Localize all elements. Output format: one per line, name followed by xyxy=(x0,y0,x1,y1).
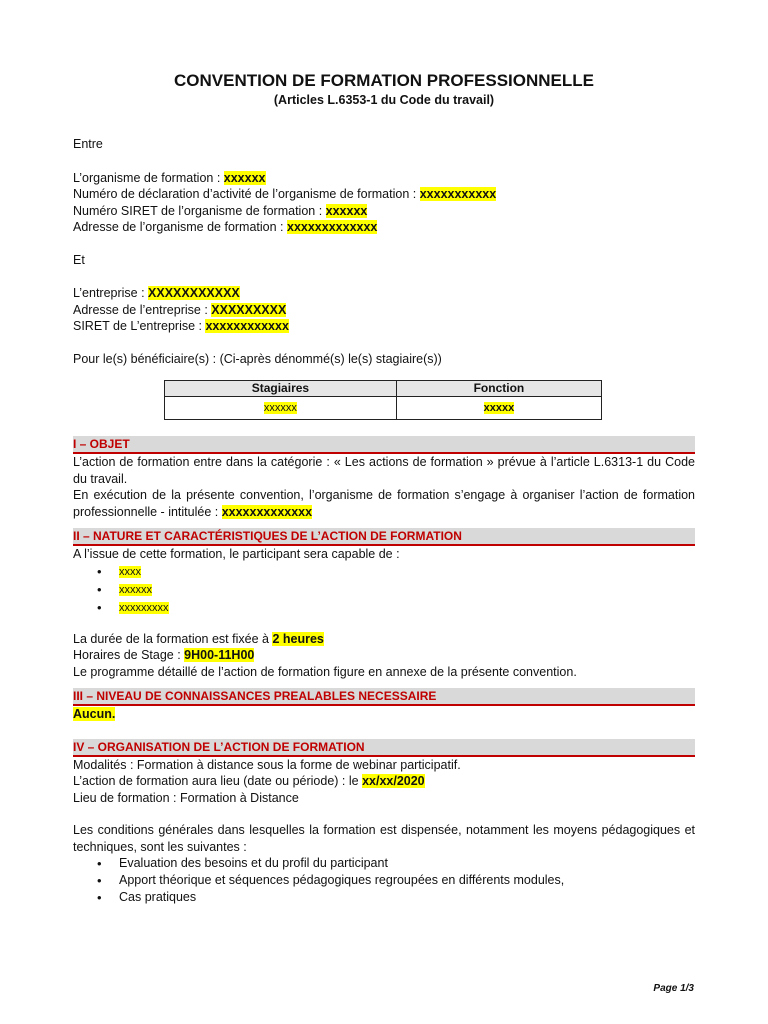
table-cell-fonction xyxy=(396,397,601,420)
capacite-value: xxxx xyxy=(119,565,141,578)
adresse-entreprise-label: Adresse de l’entreprise : xyxy=(73,302,212,317)
duree-line xyxy=(73,631,695,648)
entreprise-line xyxy=(73,285,695,302)
horaires-value: 9H00-11H00 xyxy=(184,648,255,662)
programme-line: Le programme détaillé de l’action de formation figure en annexe de la présente convention. xyxy=(73,664,577,679)
date-line xyxy=(73,773,695,790)
table-cell-stagiaire xyxy=(165,397,397,420)
entre-label: Entre xyxy=(73,137,103,151)
adresse-org-line xyxy=(73,219,695,236)
page-subtitle: (Articles L.6353-1 du Code du travail) xyxy=(273,93,495,107)
section-heading-nature: II – NATURE ET CARACTÉRISTIQUES DE L’ACTION DE FORMATION xyxy=(73,528,695,546)
adresse-entreprise-line xyxy=(73,302,695,319)
siret-entreprise-line xyxy=(73,318,695,335)
adresse-org-value: xxxxxxxxxxxxx xyxy=(287,220,378,234)
section-heading-organisation: IV – ORGANISATION DE L’ACTION DE FORMATION xyxy=(73,739,695,757)
capacite-value: xxxxxx xyxy=(119,583,152,596)
capacites-list xyxy=(73,563,695,617)
stagiaires-table xyxy=(164,380,602,420)
moyens-list xyxy=(73,855,695,906)
org-label: L’organisme de formation : xyxy=(73,170,224,185)
document-body xyxy=(73,70,695,906)
capacite-value: xxxxxxxxx xyxy=(119,601,169,614)
page-number: Page 1/3 xyxy=(653,983,694,994)
bullet-icon: • xyxy=(97,581,102,597)
adresse-org-label: Adresse de l’organisme de formation : xyxy=(73,220,287,234)
list-item xyxy=(73,889,695,906)
objet-text-2 xyxy=(73,487,695,520)
table-row xyxy=(165,397,602,420)
declaration-line xyxy=(73,186,695,203)
niveau-value: Aucun. xyxy=(73,707,116,721)
moyen-text: Apport théorique et séquences pédagogiques regroupées en différents modules, xyxy=(119,873,565,887)
modalites-line: Modalités : Formation à distance sous la forme de webinar participatif. xyxy=(73,757,461,772)
beneficiaires-line: Pour le(s) bénéficiaire(s) : (Ci-après dénommé(s) le(s) stagiaire(s)) xyxy=(73,351,442,366)
bullet-icon: • xyxy=(97,856,102,871)
objet-text-2-label: En exécution de la présente convention, l’organisme de formation s’engage à organiser l’action de formation professionnelle - intitulée : xyxy=(73,488,695,519)
bullet-icon: • xyxy=(97,890,102,905)
bullet-icon: • xyxy=(97,599,102,615)
list-item xyxy=(73,581,695,599)
siret-org-line xyxy=(73,203,695,220)
list-item xyxy=(73,855,695,872)
date-label: L’action de formation aura lieu (date ou période) : le xyxy=(73,774,363,788)
conditions-line: Les conditions générales dans lesquelles la formation est dispensée, notamment les moyens pédagogiques et techniques, sont les suivantes : xyxy=(73,823,695,854)
table-header-row xyxy=(165,381,602,397)
date-value: xx/xx/2020 xyxy=(362,774,425,788)
table-header-fonction: Fonction xyxy=(396,381,601,397)
entreprise-value: XXXXXXXXXXX xyxy=(148,286,240,300)
org-value: xxxxxx xyxy=(223,170,266,185)
siret-org-value: xxxxxx xyxy=(325,203,368,218)
moyen-text: Cas pratiques xyxy=(119,890,197,904)
list-item xyxy=(73,563,695,581)
siret-entreprise-label: SIRET de L’entreprise : xyxy=(73,319,206,333)
adresse-entreprise-value: XXXXXXXXX xyxy=(211,302,287,317)
niveau-line xyxy=(73,706,695,723)
bullet-icon: • xyxy=(97,873,102,888)
list-item xyxy=(73,872,695,889)
horaires-label: Horaires de Stage : xyxy=(73,648,185,662)
section-heading-objet: I – OBJET xyxy=(73,436,695,454)
declaration-label: Numéro de déclaration d’activité de l’organisme de formation : xyxy=(73,187,420,201)
fonction-value: xxxxx xyxy=(483,401,515,414)
table-header-stagiaires: Stagiaires xyxy=(165,381,397,397)
entreprise-label: L’entreprise : xyxy=(73,286,149,300)
duree-value: 2 heures xyxy=(272,631,324,646)
list-item xyxy=(73,599,695,617)
et-label: Et xyxy=(73,252,85,267)
siret-entreprise-value: xxxxxxxxxxxx xyxy=(205,319,289,333)
duree-label: La durée de la formation est fixée à xyxy=(73,631,273,646)
stagiaire-value: xxxxxx xyxy=(263,401,297,414)
moyen-text: Evaluation des besoins et du profil du participant xyxy=(119,856,388,870)
horaires-line xyxy=(73,647,695,664)
page-title: CONVENTION DE FORMATION PROFESSIONNELLE xyxy=(174,71,594,90)
objet-intitule-value: xxxxxxxxxxxxx xyxy=(221,504,313,519)
bullet-icon: • xyxy=(97,563,102,579)
lieu-line: Lieu de formation : Formation à Distance xyxy=(73,790,299,805)
nature-intro: A l’issue de cette formation, le participant sera capable de : xyxy=(73,547,400,561)
declaration-value: xxxxxxxxxxx xyxy=(419,187,497,201)
section-heading-niveau: III – NIVEAU DE CONNAISSANCES PREALABLES NECESSAIRE xyxy=(73,688,695,706)
objet-text-1: L’action de formation entre dans la catégorie : « Les actions de formation » prévue à l’article L.6313-1 du Code du travail. xyxy=(73,455,695,486)
org-line xyxy=(73,170,695,187)
siret-org-label: Numéro SIRET de l’organisme de formation : xyxy=(73,203,326,218)
